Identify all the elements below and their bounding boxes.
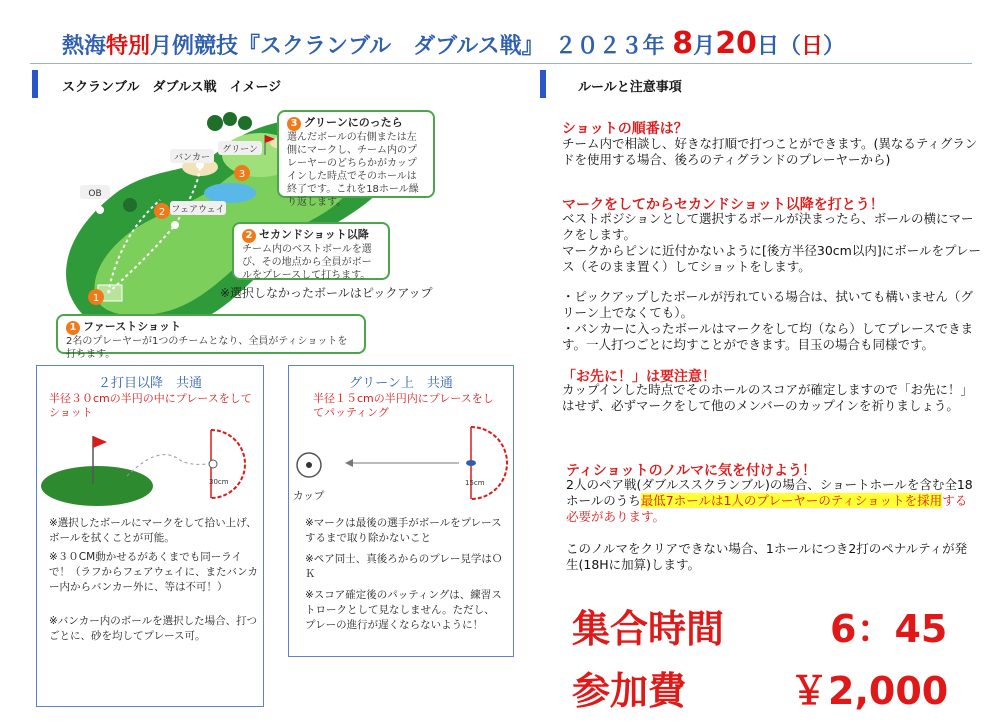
box-on-green [288,365,514,657]
callout2-title: セカンドショット以降 [259,228,369,241]
pickup-note: ※選択しなかったボールはピックアップ [220,286,433,300]
callout3-num: 3 [287,117,301,131]
rule-heading-osakini: 「お先に！」は要注意！ [562,369,716,385]
label-green: グリーン [222,145,258,155]
box-left-note3: ※バンカー内のボールを選択した場合、打つごとに、砂を均してプレース可。 [49,615,258,642]
box-after-second-shot [36,365,264,707]
header-part1: 熱海 [62,34,107,59]
rule-heading-order: ショットの順番は？ [562,121,688,137]
rule-text-tee-a: 2人のペア戦(ダブルススクランブル)の場合、ショートホールを含む全18ホールのうち [566,477,973,508]
callout3-title: グリーンにのったら [304,116,403,129]
rule-text-mark-c: ・ピックアップしたボールが汚れている場合は、拭いても構いません（グリーン上でなくても）。 [562,289,973,320]
box-right-rule: 半径１５cmの半円内にプレースをしてパッティング [313,392,494,419]
meeting-time-label: 集合時間 [572,607,725,651]
section-title-right: ルールと注意事項 [578,80,682,95]
rule-text-osakini: カップインした時点でそのホールのスコアが確定しますので「お先に！」はせず、必ずマークをして他のメンバーのカップインを祈りましょう。 [562,382,974,413]
label-fairway: フェアウェイ [171,205,225,215]
rule-heading-mark: マークをしてからセカンドショット以降を打とう！ [562,197,884,213]
header-month: 8 [672,26,694,61]
rule-text-mark-d: ・バンカーに入ったボールはマークをして均（なら）してプレースできます。一人打つごとに均すことができます。目玉の場合も同様です。 [562,321,974,352]
label-15cm: 15cm [465,479,485,487]
callout2-num: 2 [242,229,256,243]
header-weekday: 日 [800,34,823,59]
header-month-label: 月 [693,34,716,59]
label-bunker: バンカー [173,153,211,163]
callout1-num: 1 [66,321,80,335]
rule-text-tee [566,477,976,525]
section-bar-right [540,70,546,98]
callout1-text: 2名のプレーヤーが1つのチームとなり、全員がティショットを打ちます。 [66,336,348,360]
box-left-note1: ※選択したボールにマークをして拾い上げ、ボールを拭くことが可能。 [49,517,257,544]
rule-text-tee-red: する必要があります。 [566,493,968,524]
meeting-time-value: 6：45 [830,607,948,651]
box-right-note3: ※スコア確定後のパッティングは、練習ストロークとして見なしません。ただし、プレーの進行が遅くならないように！ [305,589,502,631]
header-special: 特別 [106,34,151,59]
box-left-rule: 半径３０cmの半円の中にプレースをしてショット [49,392,252,419]
fee-value: ￥2,000 [790,669,949,713]
callout2-text: チーム内のベストボールを選び、その地点から全員がボールをプレースして打ちます。 [242,244,372,281]
rule-text-mark-b: マークからピンに近付かないように[後方半径30cm以内]にボールをプレース（そのまま置く）してショットをします。 [562,243,981,274]
rule-heading-tee: ティショットのノルマに気を付けよう！ [566,463,817,479]
box-left-illustration [37,426,265,516]
header-day: 20 [715,26,757,61]
rule-text-order: チーム内で相談し、好きな打順で打つことができます。(異なるティグランドを使用する場合、後ろのティグランドのプレーヤーから) [562,136,978,167]
box-left-title: ２打目以降 共通 [97,376,202,391]
callout-green [277,110,435,208]
box-right-note1: ※マークは最後の選手がボールをプレースするまで取り除かないこと [305,517,502,544]
meeting-time [572,598,724,653]
callout3-text: 選んだボールの右側または左側にマークし、チーム内のプレーヤーのどちらかがカップインした時点でそのホールは終了です。これを18ホール繰り返します。 [287,132,419,208]
fee-label: 参加費 [572,669,687,713]
header-close: ） [822,34,845,59]
fee [572,660,686,715]
step1-num: 1 [92,293,100,304]
label-ob: OB [88,189,102,199]
callout-second-shot [232,222,390,280]
callout-first-shot [56,314,366,360]
box-right-note2: ※ペア同士、真後ろからのプレー見学はＯＫ [305,553,503,580]
rule-text-tee-penalty: このノルマをクリアできない場合、1ホールにつき2打のペナルティが発生(18Hに加算)します。 [566,541,968,572]
box-right-title: グリーン上 共通 [349,376,453,391]
label-30cm: 30cm [209,478,229,486]
header-part3: 月例競技『スクランブル ダブルス戦』 ２０２３年 [150,34,665,59]
step2-num: 2 [158,207,166,218]
header-divider [30,63,972,64]
section-bar-left [32,70,38,98]
rule-text-tee-highlight: 最低7ホールは1人のプレーヤーのティショットを採用 [640,493,943,508]
cup-label: カップ [293,490,325,502]
page-header [62,26,962,62]
box-left-note2: ※３０CM動かせるがあくまでも同ーライで！（ラフからフェアウェイに、またバンカー内からバンカー外に、等は不可！） [49,551,259,593]
rule-text-mark-a: ベストポジションとして選択するボールが決まったら、ボールの横にマークをします。 [562,211,974,242]
step3-num: 3 [238,169,246,180]
header-day-label: 日（ [756,34,801,59]
section-title-left: スクランブル ダブルス戦 イメージ [62,80,282,95]
callout1-title: ファーストショット [83,320,182,333]
